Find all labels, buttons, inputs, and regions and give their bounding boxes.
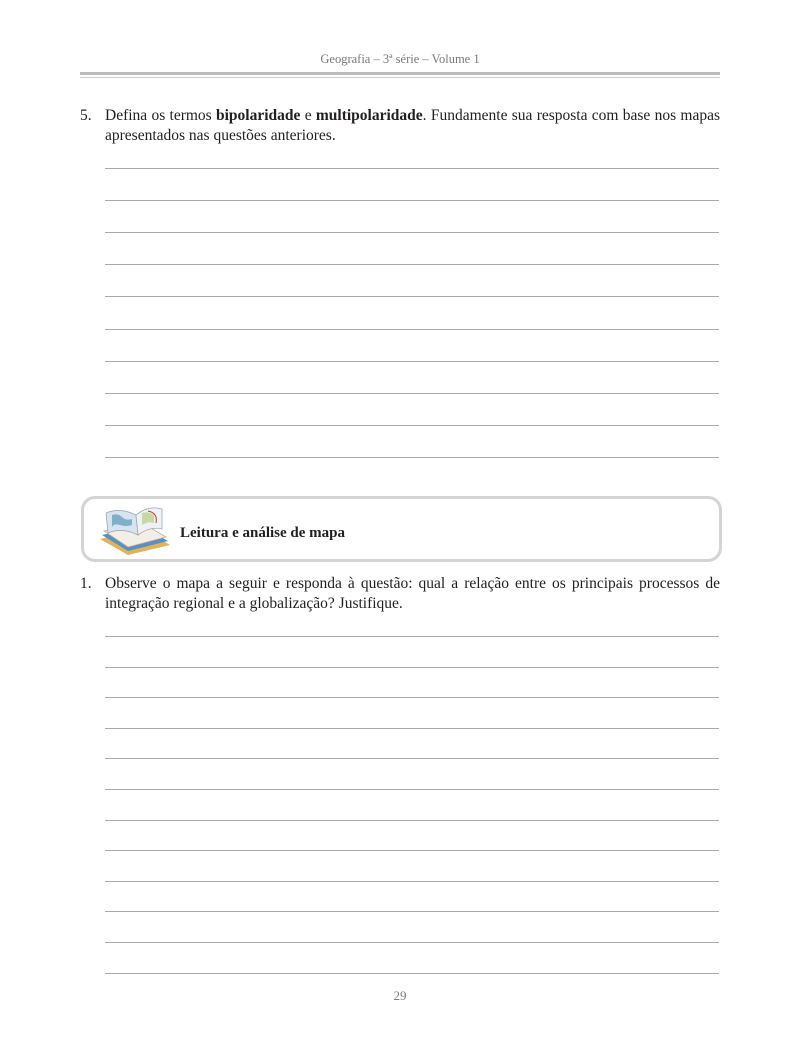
term-bipolaridade: bipolaridade: [216, 107, 301, 124]
answer-line[interactable]: [105, 850, 719, 851]
question-text: Observe o mapa a seguir e responda à questão: qual a relação entre os principais processos de integração regional e a globalização? Justifique.: [105, 575, 720, 612]
answer-line[interactable]: [105, 425, 719, 426]
answer-line[interactable]: [105, 820, 719, 821]
answer-line[interactable]: [105, 361, 719, 362]
answer-line[interactable]: [105, 393, 719, 394]
answer-line[interactable]: [105, 973, 719, 974]
answer-line[interactable]: [105, 728, 719, 729]
section-title: Leitura e análise de mapa: [180, 525, 345, 541]
header-rule-thin: [80, 77, 720, 78]
answer-line[interactable]: [105, 200, 719, 201]
page-number: 29: [393, 988, 407, 1003]
answer-line[interactable]: [105, 881, 719, 882]
answer-line[interactable]: [105, 911, 719, 912]
answer-line[interactable]: [105, 942, 719, 943]
answer-line[interactable]: [105, 636, 719, 637]
answer-line[interactable]: [105, 697, 719, 698]
question-text-part: . Fundamente sua resposta com base nos mapas apresentados nas questões anteriores.: [105, 107, 720, 144]
open-book-icon: [96, 499, 176, 562]
question-text: [105, 106, 720, 146]
answer-line[interactable]: [105, 457, 719, 458]
answer-line[interactable]: [105, 329, 719, 330]
answer-line[interactable]: [105, 296, 719, 297]
term-multipolaridade: multipolaridade: [315, 107, 423, 124]
header-rule: [80, 72, 720, 75]
answer-line[interactable]: [105, 789, 719, 790]
answer-line[interactable]: [105, 264, 719, 265]
question-text-part: Defina os termos: [105, 107, 216, 124]
answer-line[interactable]: [105, 232, 719, 233]
running-header: Geografia – 3ª série – Volume 1: [320, 52, 480, 66]
section-header-box: [81, 496, 722, 562]
question-5: [80, 106, 720, 146]
answer-line[interactable]: [105, 667, 719, 668]
question-text-part: e: [300, 107, 316, 124]
answer-line[interactable]: [105, 758, 719, 759]
answer-line[interactable]: [105, 168, 719, 169]
question-number: 1.: [80, 575, 92, 592]
question-number: 5.: [80, 107, 92, 124]
question-1: [80, 574, 720, 614]
